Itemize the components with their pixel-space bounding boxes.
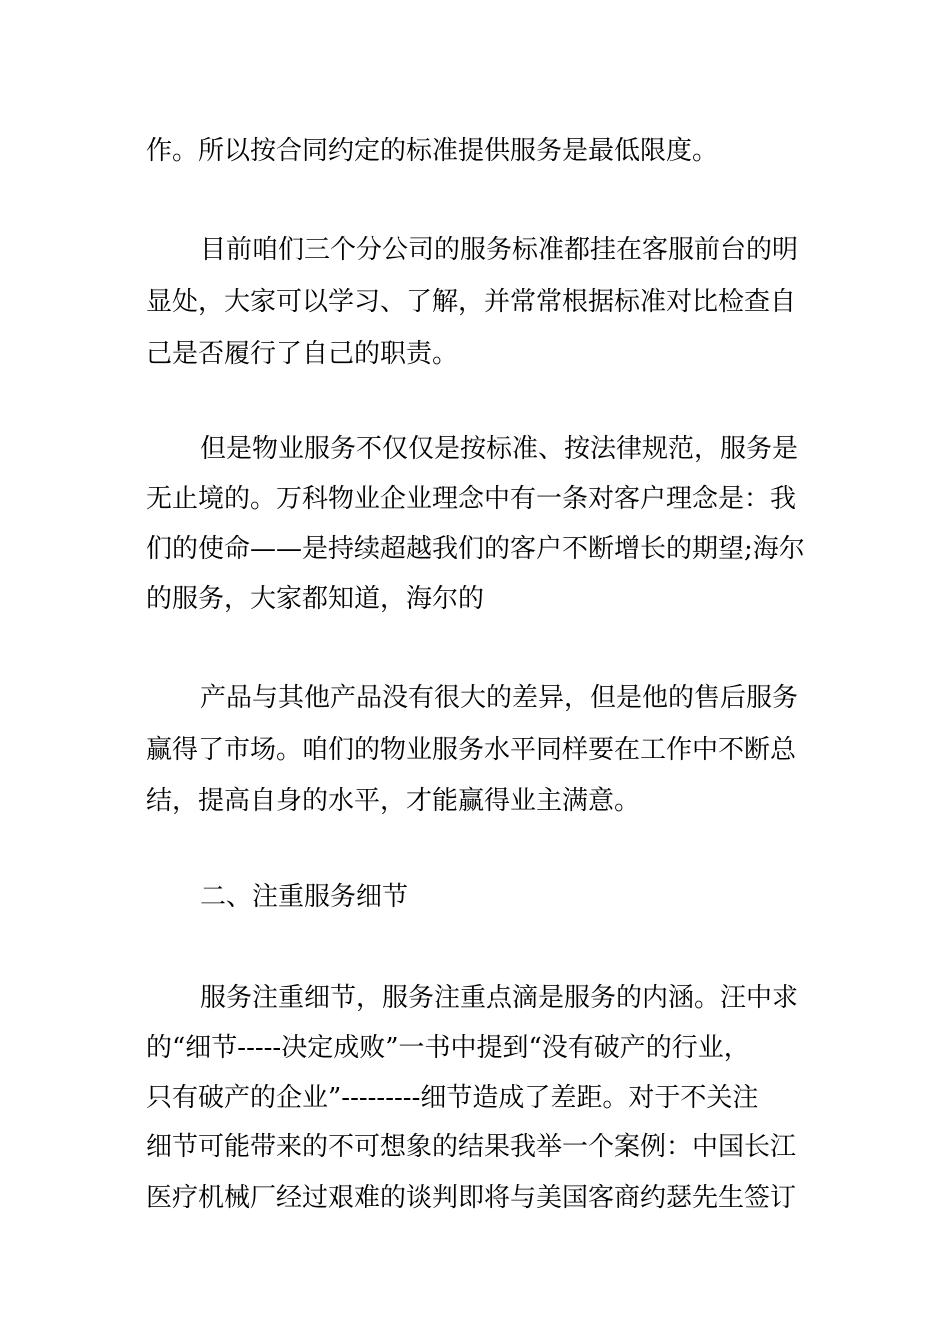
heading-line: 二、注重服务细节 [200, 882, 409, 912]
text-line: 赢得了市场。咱们的物业服务水平同样要在工作中不断总 [146, 735, 797, 765]
text-line: 但是物业服务不仅仅是按标准、按法律规范，服务是 [200, 434, 799, 464]
text-line: 无止境的。万科物业企业理念中有一条对客户理念是：我 [146, 484, 797, 514]
text-line: 的服务，大家都知道，海尔的 [146, 584, 485, 614]
text-line: 产品与其他产品没有很大的差异，但是他的售后服务 [200, 683, 799, 713]
text-line: 的“细节-----决定成败”一书中提到“没有破产的行业， [146, 1033, 750, 1063]
text-line: 只有破产的企业”---------细节造成了差距。对于不关注 [146, 1083, 759, 1113]
text-line: 己是否履行了自己的职责。 [146, 339, 459, 369]
text-line: 目前咱们三个分公司的服务标准都挂在客服前台的明 [200, 235, 799, 265]
text-line: 们的使命——是持续超越我们的客户不断增长的期望;海尔 [146, 534, 805, 564]
text-line: 服务注重细节，服务注重点滴是服务的内涵。汪中求 [200, 983, 799, 1013]
text-line: 作。所以按合同约定的标准提供服务是最低限度。 [146, 136, 719, 166]
text-line: 显处，大家可以学习、了解，并常常根据标准对比检查自 [146, 287, 797, 317]
text-line: 医疗机械厂经过艰难的谈判即将与美国客商约瑟先生签订 [146, 1183, 797, 1213]
text-line: 结，提高自身的水平，才能赢得业主满意。 [146, 786, 641, 816]
text-line: 细节可能带来的不可想象的结果我举一个案例：中国长江 [146, 1132, 797, 1162]
